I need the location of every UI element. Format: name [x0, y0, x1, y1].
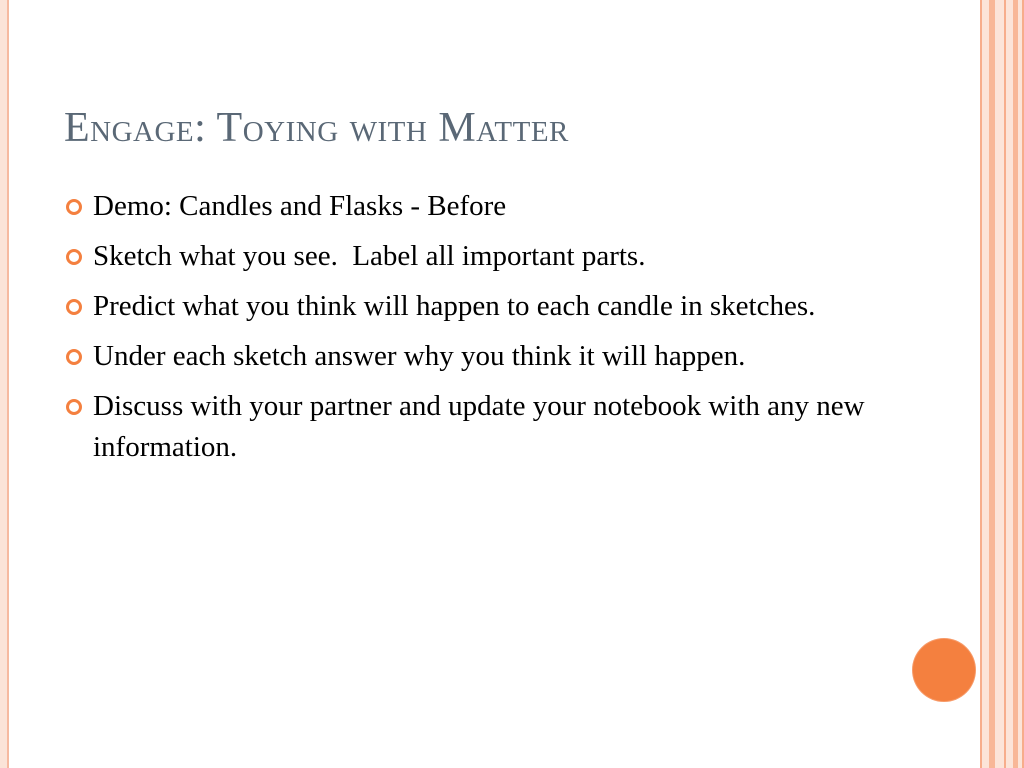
bullet-text: Demo: Candles and Flasks - Before: [93, 190, 507, 222]
bullet-item: [64, 286, 884, 327]
stripe-line: [980, 0, 982, 768]
stripe-line: [1004, 0, 1006, 768]
bullet-item: [64, 336, 884, 377]
bullet-circle-icon: [66, 249, 82, 265]
bullet-item: [64, 386, 884, 468]
left-border-decoration: [0, 0, 9, 768]
bullet-circle-icon: [66, 399, 82, 415]
bullet-circle-icon: [66, 199, 82, 215]
bullet-circle-icon: [66, 299, 82, 315]
bullet-list: [64, 186, 884, 477]
stripe-line: [1013, 0, 1018, 768]
slide-title: Engage: Toying with Matter: [64, 105, 569, 151]
bullet-text: Predict what you think will happen to each candle in sketches.: [93, 290, 816, 322]
bullet-item: [64, 186, 884, 227]
bullet-item: [64, 236, 884, 277]
bullet-text: Discuss with your partner and update your notebook with any new information.: [93, 390, 865, 463]
bullet-text: Sketch what you see. Label all important parts.: [93, 240, 646, 272]
bullet-circle-icon: [66, 349, 82, 365]
right-stripe-decoration: [980, 0, 1024, 768]
orange-circle-decoration: [913, 639, 975, 701]
bullet-text: Under each sketch answer why you think it will happen.: [93, 340, 746, 372]
stripe-line: [989, 0, 995, 768]
